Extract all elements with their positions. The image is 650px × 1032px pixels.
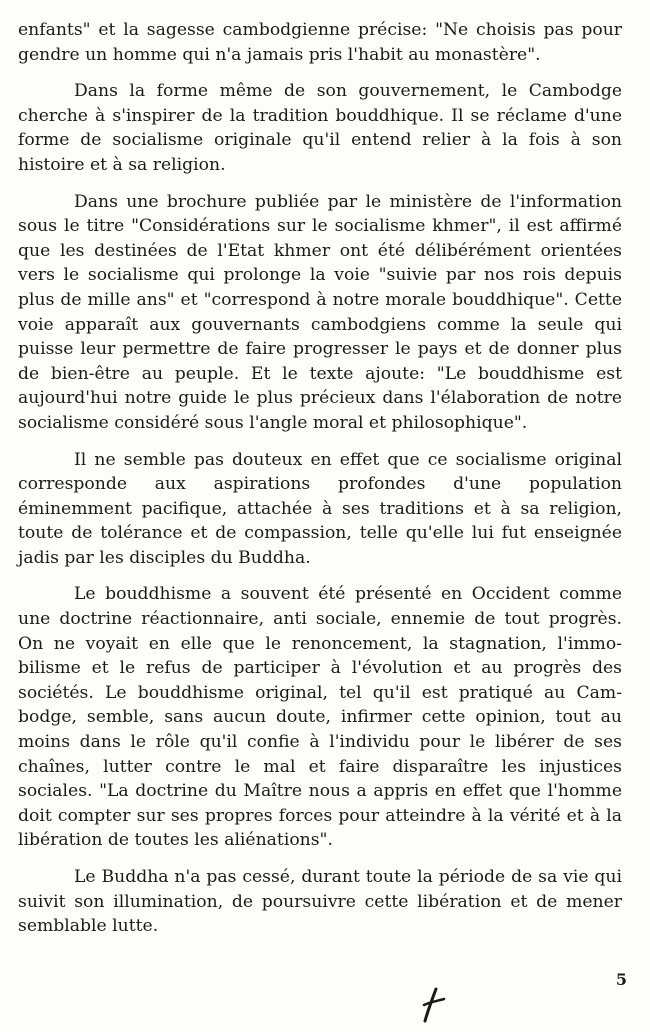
- page-number: 5: [615, 970, 627, 989]
- paragraph-6: Le Buddha n'a pas cessé, durant toute la période de sa vie qui suivit son illumination, de poursuivre cette libération et de mener semblable lutte.: [18, 867, 622, 937]
- body-text: [18, 18, 622, 951]
- paragraph-2: Dans la forme même de son gouvernement, le Cambodge cherche à s'inspirer de la tradition bouddhique. Il se réclame d'une forme de socialisme originale qu'il entend relier à la fois à son histoire et à sa religion.: [18, 81, 622, 175]
- paragraph-5: Le bouddhisme a souvent été présenté en Occident comme une doctrine réactionnaire, anti sociale, ennemie de tout progrès. On ne voyait en elle que le renoncement, la stagnation, l'immobilisme et le refus de participer à l'évolution et au progrès des sociétés. Le bouddhisme original, tel qu'il est pratiqué au Cambodge, semble, sans aucun doute, infirmer cette opinion, tout au moins dans le rôle qu'il confie à l'individu pour le libérer de ses chaînes, lutter contre le mal et faire disparaître les injustices sociales. "La doctrine du Maître nous a appris en effet que l'homme doit compter sur ses propres forces pour atteindre à la vérité et à la libération de toutes les aliénations".: [18, 584, 622, 851]
- paragraph-3: Dans une brochure publiée par le ministère de l'information sous le titre "Considérations sur le socialisme khmer", il est affirmé que les destinées de l'Etat khmer ont été délibérément orientées vers le socialisme qui prolonge la voie "suivie par nos rois depuis plus de mille ans" et "correspond à notre morale bouddhique". Cette voie apparaît aux gouvernants cambodgiens comme la seule qui puisse leur permettre de faire progresser le pays et de donner plus de bien-être au peuple. Et le texte ajoute: "Le bouddhisme est aujourd'hui notre guide le plus précieux dans l'élaboration de notre socialisme considéré sous l'angle moral et philosophique".: [18, 191, 622, 433]
- paragraph-1: enfants" et la sagesse cambodgienne précise: "Ne choisis pas pour gendre un homme qui n'a jamais pris l'habit au monastère".: [18, 20, 622, 65]
- handwritten-mark-icon: [418, 985, 448, 1025]
- paragraph-4: Il ne semble pas douteux en effet que ce socialisme original corresponde aux aspirations profondes d'une population éminemment pacifique, attachée à ses traditions et à sa religion, toute de tolérance et de compassion, telle qu'elle lui fut enseignée jadis par les disciples du Buddha.: [18, 449, 622, 568]
